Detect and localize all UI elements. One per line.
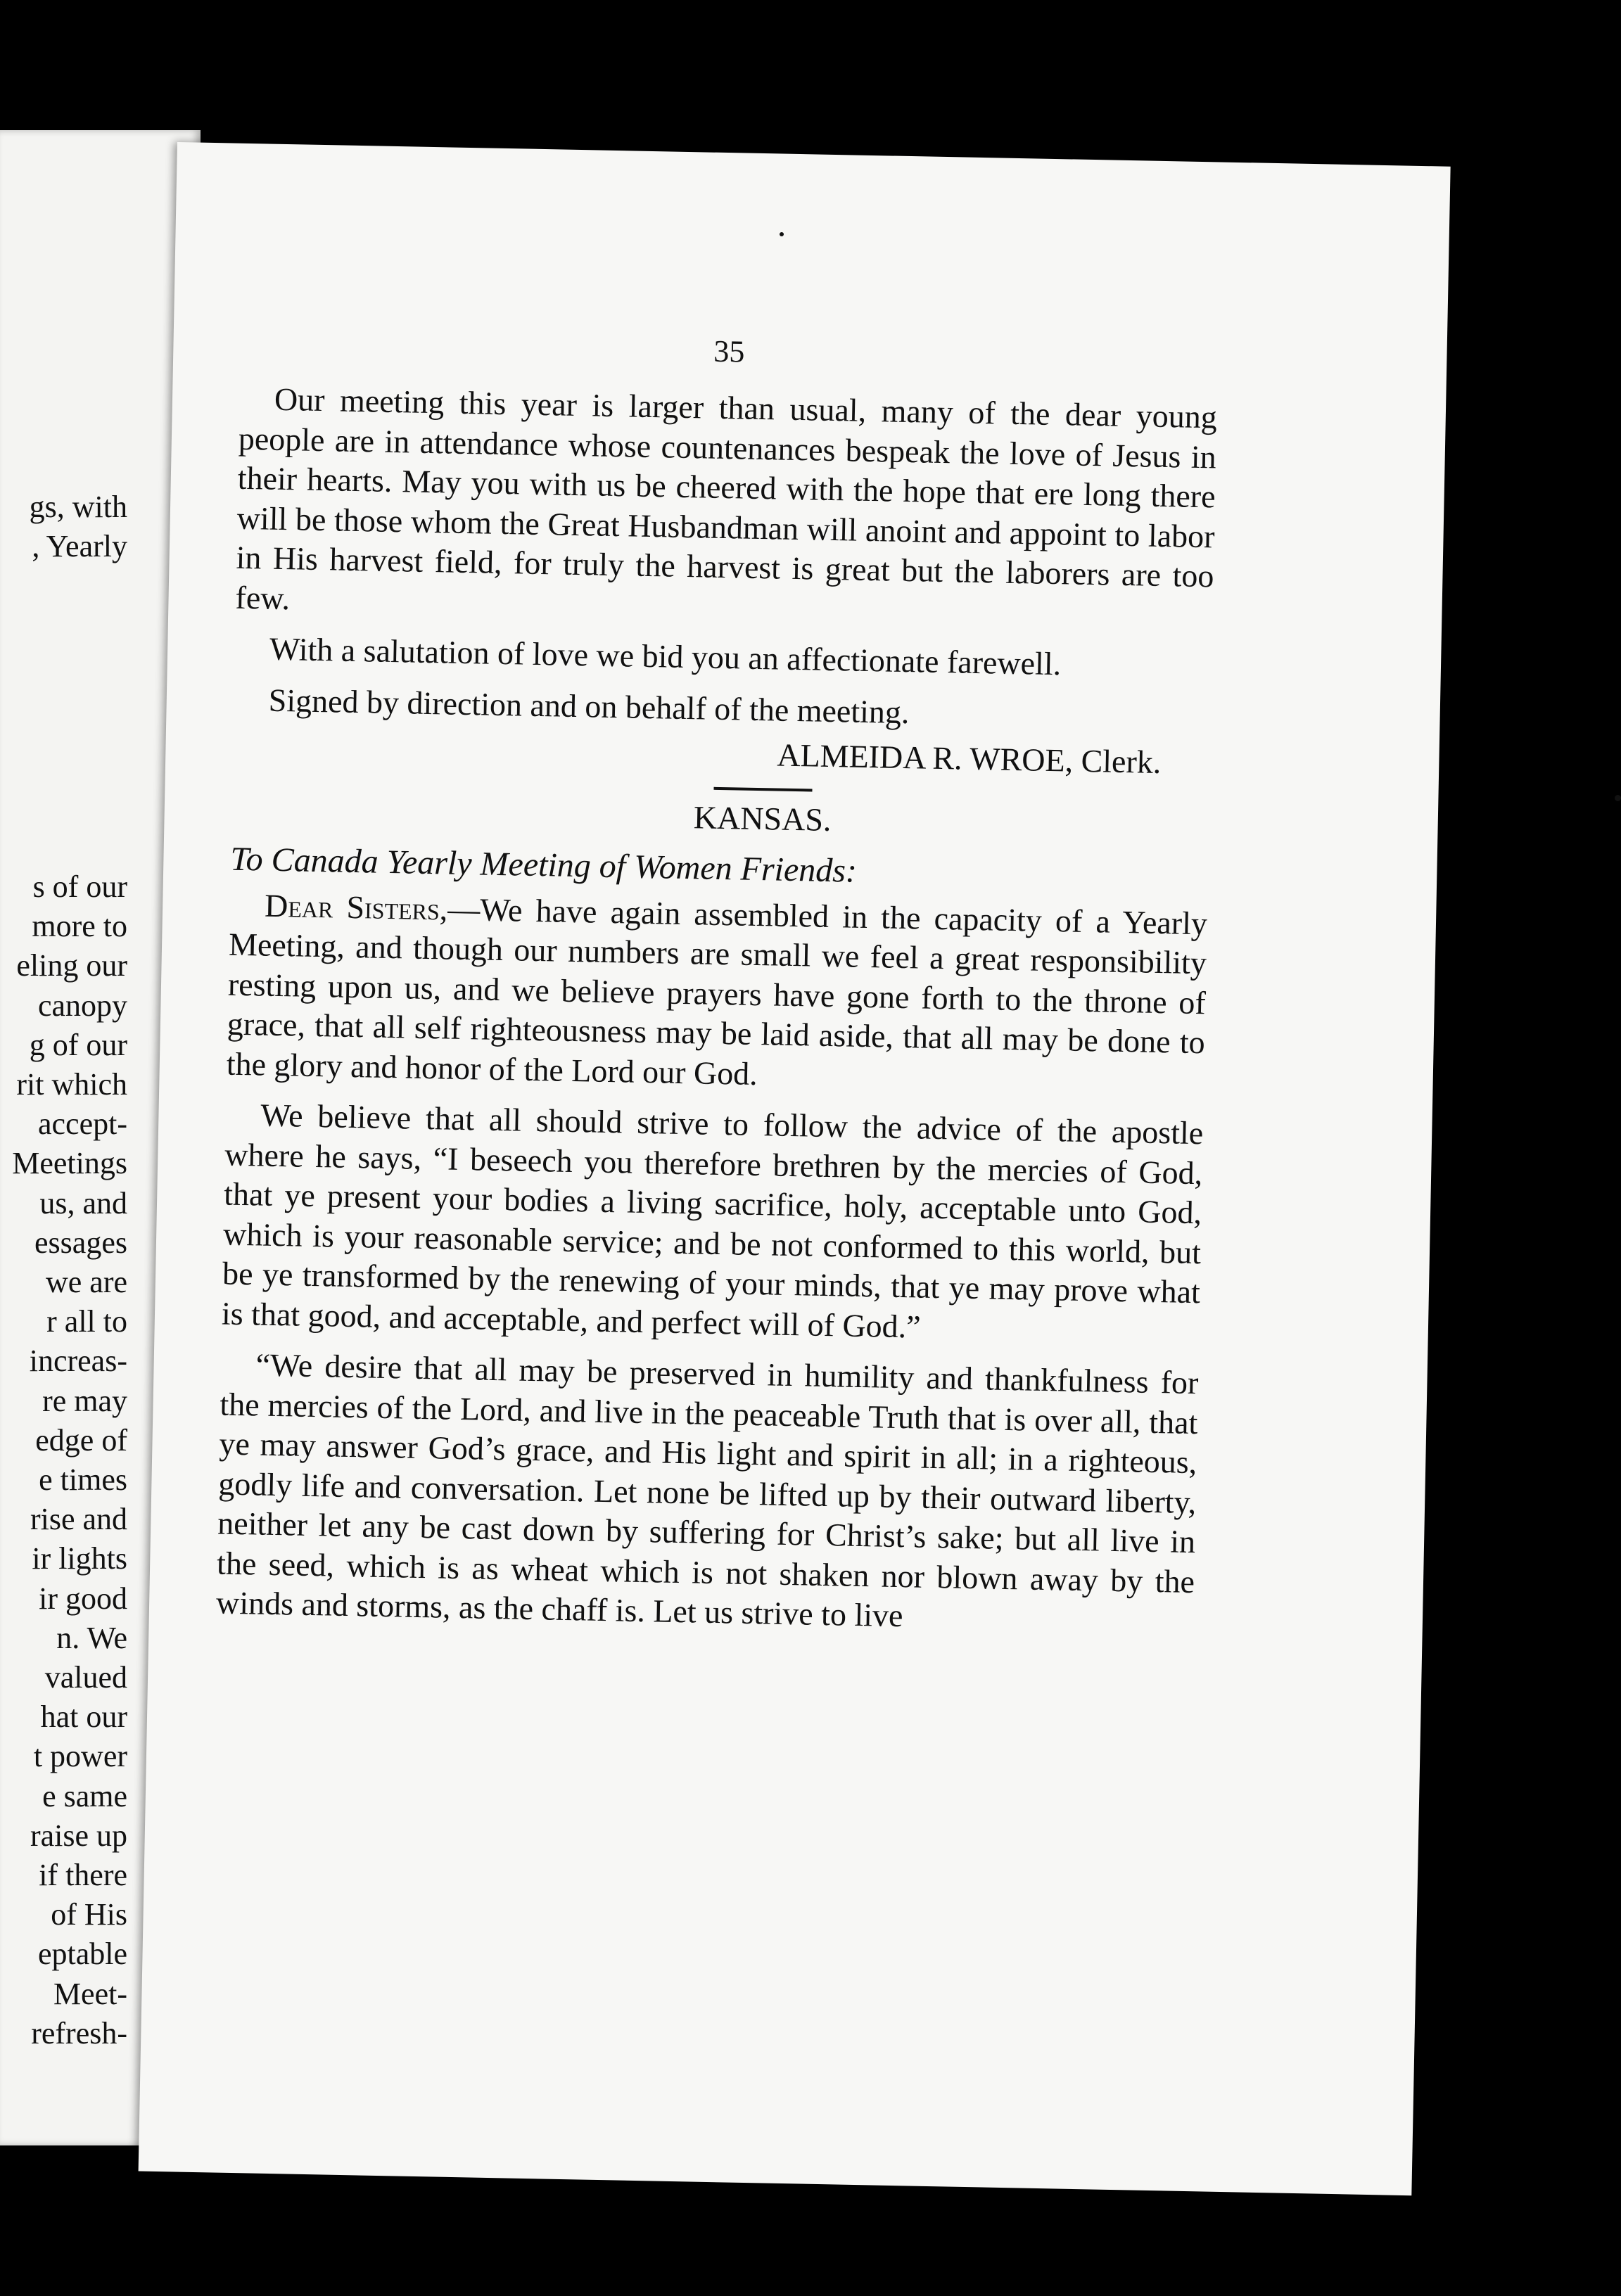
book-page xyxy=(139,142,1451,2195)
previous-page-line: raise up xyxy=(30,1818,127,1853)
previous-page-line: , Yearly xyxy=(32,529,127,563)
ink-speck xyxy=(780,232,784,236)
letter-address: To Canada Yearly Meeting of Women Friends: xyxy=(229,840,858,890)
previous-page-top-lines xyxy=(30,487,127,566)
previous-page-line: more to xyxy=(32,909,127,944)
previous-page-line: e times xyxy=(39,1462,127,1498)
previous-page-line: accept- xyxy=(38,1106,127,1142)
previous-page-line: g of our xyxy=(29,1027,127,1062)
previous-page-line: eling our xyxy=(16,948,127,983)
paragraph: Signed by direction and on behalf of the meeting. xyxy=(268,682,910,730)
page-number: 35 xyxy=(713,333,745,369)
previous-page-line: increas- xyxy=(29,1344,127,1379)
letter-paragraph xyxy=(226,885,1207,1102)
previous-page-line: s of our xyxy=(32,869,127,904)
section-title: KANSAS. xyxy=(693,798,832,838)
previous-page-line: rise and xyxy=(30,1502,127,1537)
previous-page-line: n. We xyxy=(56,1620,127,1655)
previous-page-line: we are xyxy=(45,1265,127,1300)
previous-page-line: Meet- xyxy=(53,1976,127,2011)
previous-page-line: Meetings xyxy=(12,1146,127,1181)
previous-page-line: hat our xyxy=(40,1699,127,1735)
previous-page-line: us, and xyxy=(39,1185,127,1220)
letter-paragraph: “We desire that all may be preserved in humility and thankfulness for the mercies of the Lord, and live in the peaceable Truth that is over all, that ye may answer God’s grace, and His light and spirit in all; in a righteous, godly life and conversation. Let none be lifted up by their outward liberty, neither let any be cast down by suffering for Christ’s sake; but all live in the seed, which is as wheat which is not shaken nor blown away by the winds and storms, as the chaff is. Let us strive to live xyxy=(215,1346,1199,1634)
salutation: Dear Sisters, xyxy=(264,887,448,927)
previous-page-line: of His xyxy=(51,1897,127,1932)
paragraph: Our meeting this year is larger than usual, many of the dear young people are in attendance whose countenances bespeak the love of Jesus in their hearts. May you with us be cheered with the hope that ere long there will be those whom the Great Husbandman will anoint and appoint to labor in His harvest field, for truly the harvest is great but the laborers are too few. xyxy=(235,381,1218,616)
letter-paragraph: We believe that all should strive to follow the advice of the apostle where he says, “I beseech you therefore brethren by the mercies of God, that ye present your bodies a living sacrifice, holy, acceptable unto God, which is your reasonable service; and be not conformed to this world, but be ye transformed by the renewing of your minds, that ye may prove what is that good, and acceptable, and perfect will of God.” xyxy=(221,1097,1204,1345)
previous-page-line: essages xyxy=(34,1225,127,1260)
previous-page-line: refresh- xyxy=(31,2015,127,2051)
previous-page-line: e same xyxy=(42,1778,127,1813)
section-divider xyxy=(713,786,812,791)
previous-page-line: ir lights xyxy=(32,1541,127,1576)
previous-page-line: r all to xyxy=(46,1304,127,1339)
ink-speck xyxy=(1615,795,1621,801)
clerk-signature: ALMEIDA R. WROE, Clerk. xyxy=(776,736,1162,781)
previous-page-lines xyxy=(12,867,127,2053)
previous-page-line: t power xyxy=(33,1739,127,1774)
previous-page-line: if there xyxy=(39,1858,127,1893)
previous-page-line: gs, with xyxy=(29,490,127,524)
previous-page-line: edge of xyxy=(35,1422,127,1458)
previous-page-line: canopy xyxy=(37,988,127,1023)
previous-page-line: eptable xyxy=(37,1937,127,1972)
letter-paragraph-text: —We have again assembled in the capacity of a Yearly Meeting, and though our numbers are small we feel a great responsibility resting upon us, and we believe prayers have gone forth to the throne of grace, that all self righteousness may be laid aside, that all may be done to the glory and honor of the Lord our God. xyxy=(226,891,1208,1092)
paragraph: With a salutation of love we bid you an affectionate farewell. xyxy=(269,630,1062,682)
previous-page-line: valued xyxy=(44,1660,127,1695)
page-body xyxy=(215,379,1217,1653)
previous-page-line: ir good xyxy=(39,1581,127,1616)
previous-page-line: rit which xyxy=(16,1067,127,1102)
previous-page-line: re may xyxy=(42,1383,127,1418)
page-content xyxy=(215,144,1222,1634)
